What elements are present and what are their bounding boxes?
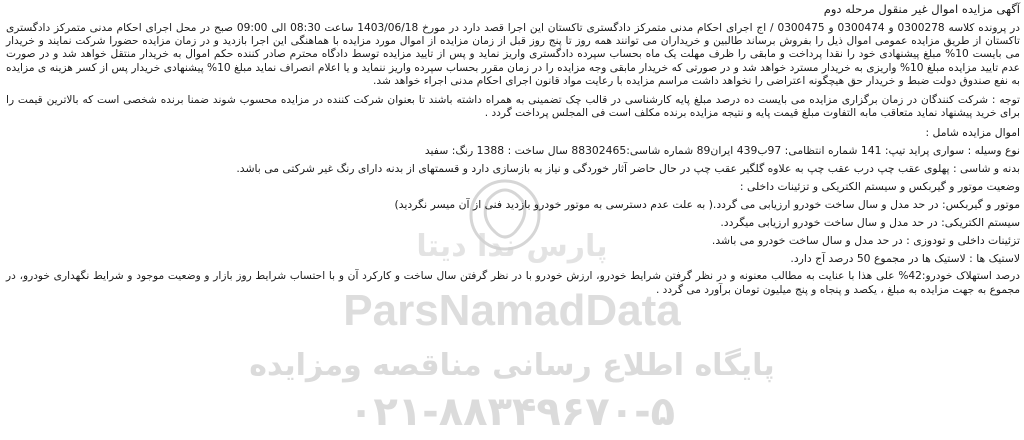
note-paragraph: توجه : شرکت کنندگان در زمان برگزاری مزایده می بایست ده درصد مبلغ پایه کارشناسی در قالب چک تضمینی به همراه داشته باشند تا بعنوان شرکت کننده در مزایده محسوب شوند ضمنا برنده شخصی است که بالاترین قیمت را برای خرید پیشنهاد نماید متعاقب مابه التفاوت مبلغ قیمت پایه و نتیجه مزایده برنده مکلف است فی المجلس پرداخت گردد . <box>6 94 1020 120</box>
electrical-line: سیستم الکتریکی: در حد مدل و سال ساخت خودرو ارزیابی میگردد. <box>720 216 1020 230</box>
watermark-brand-persian: پارس ندا دیتا <box>416 229 608 264</box>
depreciation-paragraph: درصد استهلاک خودرو:42% علی هذا با عنایت به مطالب معنونه و در نظر گرفتن شرایط خودرو، ارزش خودرو با در نظر گرفتن سال ساخت و کارکرد آن و با احتساب شرایط روز بازار و وضعیت موجود و شرایط نگهداری خودرو، در مجموع به جهت مزایده به مبلغ ، یکصد و پنجاه و پنج میلیون تومان برآورد می گردد . <box>6 270 1020 296</box>
body-chassis-line: بدنه و شاسی : پهلوی عقب چپ درب عقب چپ به علاوه گلگیر عقب چپ در حال حاضر آثار خوردگی و نیاز به بازسازی دارد و قسمتهای از بدنه دارای رنگ غیر شرکتی می باشد. <box>236 162 1020 176</box>
watermark-brand-latin: ParsNamadData <box>343 286 681 335</box>
watermark-tagline: پایگاه اطلاع رسانی مناقصه ومزایده <box>249 348 775 383</box>
notice-content <box>6 2 1020 297</box>
intro-paragraph: در پرونده کلاسه 0300278 و 0300474 و 0300475 / اج اجرای احکام مدنی متمرکز دادگستری تاکستان این اجرا قصد دارد در مورخ 1403/06/18 ساعت 08:30 الی 09:00 صبح در محل اجرای احکام مدنی متمرکز دادگستری تاکستان از طریق مزایده عمومی اموال ذیل را بفروش برساند طالبین و خریداران می توانند همه روز تا پنج روز قبل از زمان مزایده از اموال مورد مزایده با هماهنگی این اجرا بازدید و در زمان مزایده حضورا شرکت نمایند و خریدار می بایست 10% مبلغ پیشنهادی خود را نقدا پرداخت و مابقی را ظرف مهلت یک ماه بحساب سپرده دادگستری واریز نماید و پس از تایید مزایده توسط دادگاه محترم صادر کننده حکم اموال به خریدار منتقل خواهد شد و در صورت عدم تایید مزایده مبلغ 10% واریزی به خریدار مسترد خواهد شد و در صورتی که خریدار مابقی وجه مزایده را در زمان مقرر بحساب سپرده واریز ننماید و یا اعلام انصراف نماید مبلغ 10% پیشنهادی خریدار پس از کسر هزینه ی مزایده به نفع صندوق دولت ضبط و خریدار حق هیچگونه اعتراضی را نخواهد داشت مراسم مزایده با رعایت مواد قانون اجرای احکام مدنی اجراء خواهد شد. <box>6 22 1020 87</box>
interior-line: تزئینات داخلی و تودوزی : در حد مدل و سال ساخت خودرو می باشد. <box>711 234 1020 248</box>
engine-gearbox-line: موتور و گیربکس: در حد مدل و سال ساخت خودرو ارزیابی می گردد.( به علت عدم دسترسی به موتور خودرو بازدید فنی از آن میسر نگردید) <box>394 198 1020 212</box>
tires-line: لاستیک ها : لاستیک ها در مجموع 50 درصد آج دارد. <box>790 252 1020 266</box>
engine-status-heading: وضعیت موتور و گیربکس و سیستم الکتریکی و تزئینات داخلی : <box>739 180 1020 194</box>
notice-title: آگهی مزایده اموال غیر منقول مرحله دوم <box>823 2 1020 16</box>
watermark-phone: ۰۲۱-۸۸۳۴۹۶۷۰-۵ <box>348 389 676 435</box>
vehicle-line: نوع وسیله : سواری پراید تیپ: 141 شماره انتظامی: 97ب439 ایران89 شماره شاسی:88302465 سال ساخت : 1388 رنگ: سفید <box>424 144 1020 158</box>
assets-heading: اموال مزایده شامل : <box>925 126 1020 140</box>
